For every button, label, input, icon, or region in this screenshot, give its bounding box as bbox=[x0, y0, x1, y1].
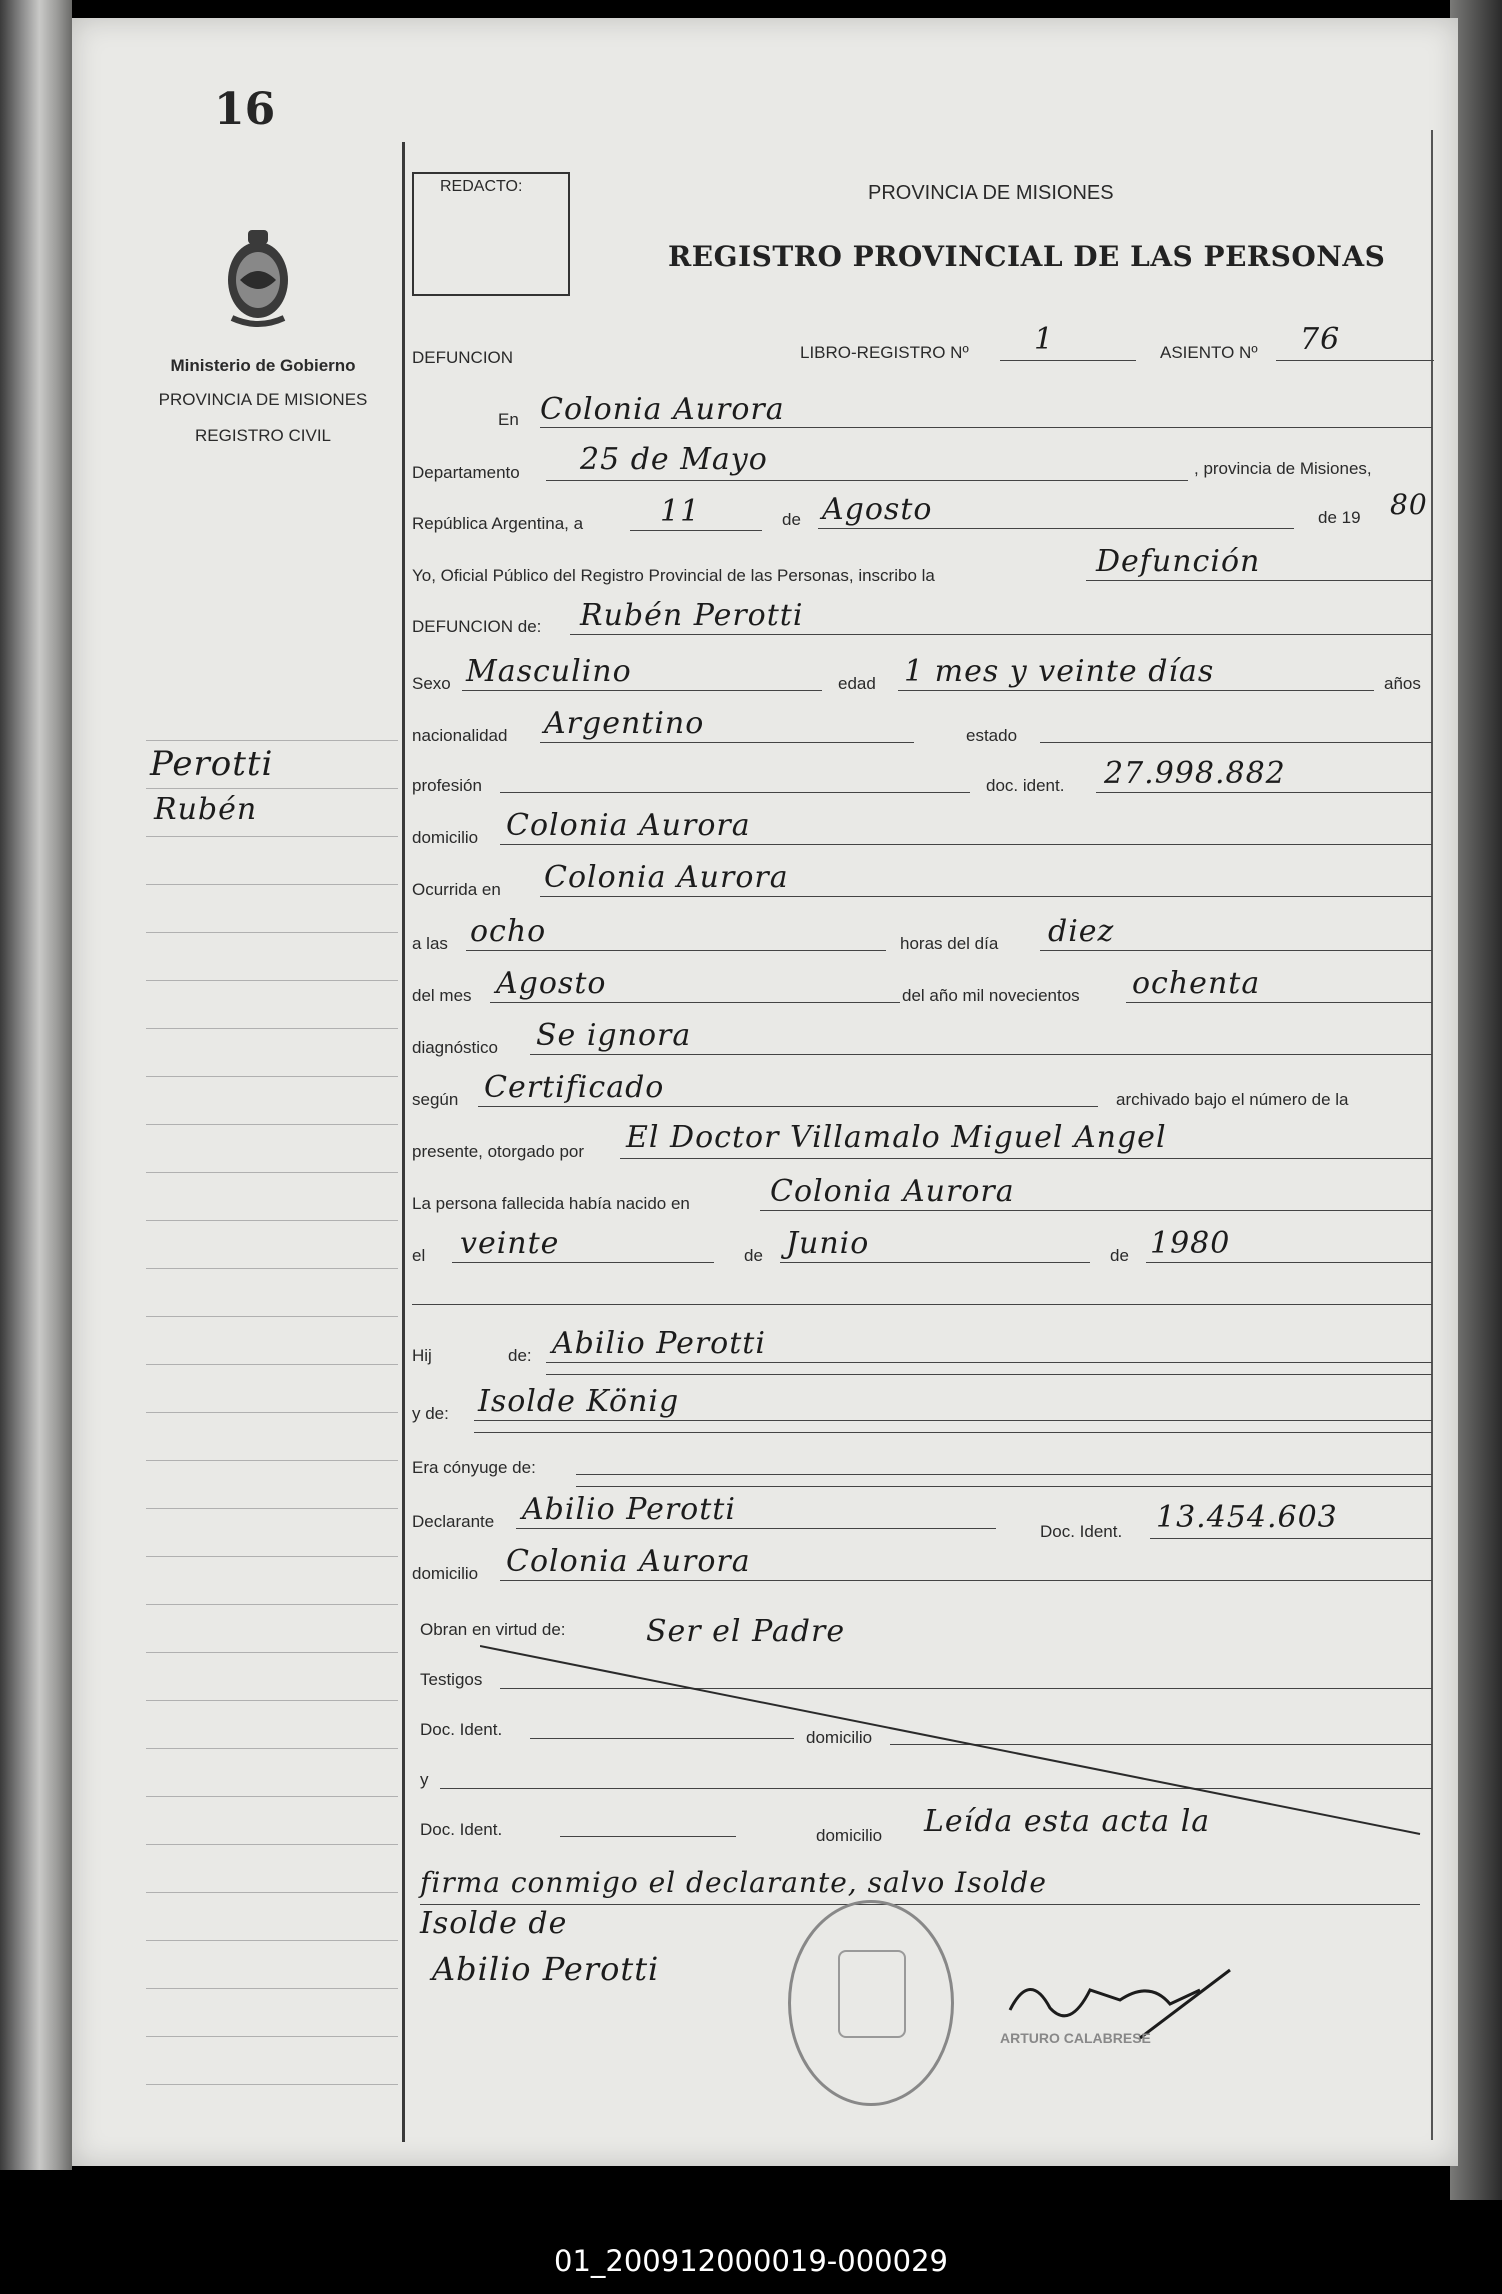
declarante-doc-value: 13.454.603 bbox=[1156, 1500, 1338, 1535]
margin-ruled-line bbox=[146, 1076, 398, 1077]
profesion-label: profesión bbox=[412, 776, 482, 795]
margin-ruled-line bbox=[146, 1508, 398, 1509]
delmes-line bbox=[490, 1002, 900, 1003]
conyuge-line-2 bbox=[576, 1486, 1432, 1487]
sexo-value: Masculino bbox=[466, 654, 632, 689]
estado-label: estado bbox=[966, 726, 1018, 745]
horas-value: diez bbox=[1048, 914, 1115, 949]
alas-line bbox=[466, 950, 886, 951]
margin-ruled-line bbox=[146, 1364, 398, 1365]
sexo-label: Sexo bbox=[412, 674, 451, 693]
margin-ruled-line bbox=[146, 1892, 398, 1893]
nacionalidad-value: Argentino bbox=[544, 706, 705, 741]
margin-ruled-line bbox=[146, 788, 398, 789]
sign2-value: Abilio Perotti bbox=[432, 1950, 660, 1988]
official-stamp-text: ARTURO CALABRESE bbox=[1000, 2030, 1151, 2046]
record-type-label: DEFUNCION bbox=[412, 348, 514, 367]
defuncion-line bbox=[570, 634, 1432, 635]
anomil-line bbox=[1126, 1002, 1432, 1003]
domicilio-value: Colonia Aurora bbox=[506, 808, 751, 843]
ocurrida-value: Colonia Aurora bbox=[544, 860, 789, 895]
sign1-value: Isolde de bbox=[420, 1906, 568, 1941]
margin-ruled-line bbox=[146, 1412, 398, 1413]
declarante-doc-line bbox=[1150, 1538, 1432, 1539]
estado-line bbox=[1040, 742, 1432, 743]
province-heading: PROVINCIA DE MISIONES bbox=[868, 182, 1114, 204]
padre-label: de: bbox=[508, 1346, 532, 1365]
defuncion-label: DEFUNCION de: bbox=[412, 617, 542, 636]
margin-ruled-line bbox=[146, 1316, 398, 1317]
doc2-label: Doc. Ident. bbox=[420, 1820, 503, 1839]
doc-value: 27.998.882 bbox=[1104, 756, 1286, 791]
defuncion-value: Rubén Perotti bbox=[580, 598, 804, 633]
nacido-label: La persona fallecida había nacido en bbox=[412, 1194, 690, 1213]
sexo-line bbox=[462, 690, 822, 691]
de-year-label: de 19 bbox=[1318, 508, 1361, 527]
de3-line bbox=[1146, 1262, 1432, 1263]
obran-value: Ser el Padre bbox=[646, 1614, 846, 1649]
madre-value: Isolde König bbox=[478, 1384, 680, 1419]
margin-ruled-line bbox=[146, 2036, 398, 2037]
horas-line bbox=[1040, 950, 1432, 951]
diagnostico-line bbox=[530, 1054, 1432, 1055]
coat-of-arms-icon bbox=[218, 222, 298, 332]
el-line bbox=[452, 1262, 714, 1263]
alas-value: ocho bbox=[470, 914, 547, 949]
leida-value: Leída esta acta la bbox=[924, 1804, 1211, 1839]
profesion-line bbox=[500, 792, 970, 793]
de2-line bbox=[780, 1262, 1090, 1263]
anomil-value: ochenta bbox=[1132, 966, 1261, 1001]
alas-label: a las bbox=[412, 934, 448, 953]
margin-ruled-line bbox=[146, 1844, 398, 1845]
page-number: 16 bbox=[214, 84, 276, 135]
presente-value: El Doctor Villamalo Miguel Angel bbox=[626, 1120, 1167, 1155]
month-line bbox=[818, 528, 1294, 529]
conyuge-label: Era cónyuge de: bbox=[412, 1458, 536, 1477]
presente-label: presente, otorgado por bbox=[412, 1142, 585, 1161]
de-label: de bbox=[782, 510, 801, 529]
registry-heading: REGISTRO PROVINCIAL DE LAS PERSONAS bbox=[668, 240, 1386, 273]
margin-ruled-line bbox=[146, 1556, 398, 1557]
madre-line bbox=[474, 1420, 1432, 1421]
libro-value: 1 bbox=[1034, 322, 1055, 357]
margin-ruled-line bbox=[146, 1940, 398, 1941]
declarante-label: Declarante bbox=[412, 1512, 495, 1531]
doc-line bbox=[1096, 792, 1432, 793]
provincia-label: , provincia de Misiones, bbox=[1194, 459, 1372, 478]
delmes-value: Agosto bbox=[496, 966, 607, 1001]
doc-label: doc. ident. bbox=[986, 776, 1065, 795]
de2-value: Junio bbox=[786, 1226, 870, 1261]
republica-label: República Argentina, a bbox=[412, 514, 584, 533]
margin-ruled-line bbox=[146, 2084, 398, 2085]
day-line bbox=[630, 530, 762, 531]
ocurrida-label: Ocurrida en bbox=[412, 880, 501, 899]
margin-ruled-line bbox=[146, 1220, 398, 1221]
asiento-label: ASIENTO Nº bbox=[1160, 343, 1258, 362]
month-value: Agosto bbox=[822, 492, 933, 527]
book-binding bbox=[0, 0, 72, 2170]
domicilio-line bbox=[500, 844, 1432, 845]
nacido-line bbox=[760, 1210, 1432, 1211]
departamento-line bbox=[546, 480, 1188, 481]
hij-label: Hij bbox=[412, 1346, 432, 1365]
margin-ruled-line bbox=[146, 1124, 398, 1125]
margin-ruled-line bbox=[146, 1028, 398, 1029]
de3-value: 1980 bbox=[1150, 1226, 1231, 1261]
domicilio1-label: domicilio bbox=[806, 1728, 873, 1747]
ministry-province: PROVINCIA DE MISIONES bbox=[158, 390, 368, 409]
day-value: 11 bbox=[660, 494, 701, 529]
margin-ruled-line bbox=[146, 980, 398, 981]
nacionalidad-label: nacionalidad bbox=[412, 726, 508, 745]
blank-line bbox=[412, 1304, 1432, 1305]
redacto-label: REDACTO: bbox=[440, 178, 523, 195]
margin-ruled-line bbox=[146, 836, 398, 837]
segun-line bbox=[478, 1106, 1098, 1107]
image-id-caption: 01_200912000019-000029 bbox=[554, 2244, 948, 2278]
asiento-line bbox=[1276, 360, 1434, 361]
firma-line bbox=[420, 1904, 1420, 1905]
edad-value: 1 mes y veinte días bbox=[904, 654, 1215, 689]
declarante-doc-label: Doc. Ident. bbox=[1040, 1522, 1123, 1541]
margin-ruled-line bbox=[146, 740, 398, 741]
nacionalidad-line bbox=[540, 742, 914, 743]
declarante-line bbox=[516, 1528, 996, 1529]
nacido-value: Colonia Aurora bbox=[770, 1174, 1015, 1209]
padre-value: Abilio Perotti bbox=[552, 1326, 766, 1361]
madre-label: y de: bbox=[412, 1404, 449, 1423]
de2-label: de bbox=[744, 1246, 763, 1265]
domicilio2-label: domicilio bbox=[816, 1826, 883, 1845]
testigos-label: Testigos bbox=[420, 1670, 483, 1689]
decl-domicilio-value: Colonia Aurora bbox=[506, 1544, 751, 1579]
decl-domicilio-line bbox=[500, 1580, 1432, 1581]
archivado-label: archivado bajo el número de la bbox=[1116, 1090, 1349, 1109]
ocurrida-line bbox=[540, 896, 1432, 897]
margin-ruled-line bbox=[146, 1748, 398, 1749]
domicilio-label: domicilio bbox=[412, 828, 479, 847]
margin-ruled-line bbox=[146, 1604, 398, 1605]
asiento-value: 76 bbox=[1300, 322, 1341, 357]
en-label: En bbox=[498, 410, 519, 429]
yo-label: Yo, Oficial Público del Registro Provincial de las Personas, inscribo la bbox=[412, 566, 935, 585]
inscribo-value: Defunción bbox=[1096, 544, 1261, 579]
margin-ruled-line bbox=[146, 1988, 398, 1989]
obran-label: Obran en virtud de: bbox=[420, 1620, 566, 1639]
presente-line bbox=[620, 1158, 1432, 1159]
edad-line bbox=[898, 690, 1374, 691]
anos-label: años bbox=[1384, 674, 1421, 693]
padre-line-2 bbox=[546, 1374, 1432, 1375]
madre-line-2 bbox=[474, 1432, 1432, 1433]
margin-ruled-line bbox=[146, 1268, 398, 1269]
ministry-name: Ministerio de Gobierno bbox=[170, 356, 356, 375]
form-left-rule bbox=[402, 142, 405, 2142]
doc1-label: Doc. Ident. bbox=[420, 1720, 503, 1739]
margin-ruled-line bbox=[146, 884, 398, 885]
delmes-label: del mes bbox=[412, 986, 472, 1005]
seal-emblem-icon bbox=[838, 1950, 906, 2038]
departamento-value: 25 de Mayo bbox=[580, 442, 768, 477]
margin-ruled-line bbox=[146, 1652, 398, 1653]
de3-label: de bbox=[1110, 1246, 1129, 1265]
decl-domicilio-label: domicilio bbox=[412, 1564, 479, 1583]
margin-ruled-line bbox=[146, 1460, 398, 1461]
margin-ruled-line bbox=[146, 932, 398, 933]
en-value: Colonia Aurora bbox=[540, 392, 785, 427]
y-label: y bbox=[420, 1770, 429, 1789]
margin-ruled-line bbox=[146, 1796, 398, 1797]
declarante-value: Abilio Perotti bbox=[522, 1492, 736, 1527]
anomil-label: del año mil novecientos bbox=[902, 986, 1080, 1005]
el-value: veinte bbox=[460, 1226, 560, 1261]
margin-note-surname: Perotti bbox=[150, 744, 274, 784]
libro-line bbox=[1000, 360, 1136, 361]
departamento-label: Departamento bbox=[412, 463, 520, 482]
padre-line bbox=[546, 1362, 1432, 1363]
year-value: 80 bbox=[1390, 488, 1428, 521]
el-label: el bbox=[412, 1246, 426, 1265]
horas-label: horas del día bbox=[900, 934, 999, 953]
segun-label: según bbox=[412, 1090, 459, 1109]
edad-label: edad bbox=[838, 674, 876, 693]
conyuge-line bbox=[576, 1474, 1432, 1475]
libro-label: LIBRO-REGISTRO Nº bbox=[800, 343, 969, 362]
ministry-registry: REGISTRO CIVIL bbox=[194, 426, 332, 445]
inscribo-line bbox=[1086, 580, 1432, 581]
diagnostico-label: diagnóstico bbox=[412, 1038, 499, 1057]
margin-note-name: Rubén bbox=[154, 792, 258, 827]
official-signature-icon bbox=[1000, 1960, 1240, 2040]
firma-value: firma conmigo el declarante, salvo Isolde bbox=[420, 1866, 1047, 1899]
margin-ruled-line bbox=[146, 1172, 398, 1173]
en-line bbox=[540, 427, 1432, 428]
margin-ruled-line bbox=[146, 1700, 398, 1701]
segun-value: Certificado bbox=[484, 1070, 665, 1105]
diagnostico-value: Se ignora bbox=[536, 1018, 692, 1053]
